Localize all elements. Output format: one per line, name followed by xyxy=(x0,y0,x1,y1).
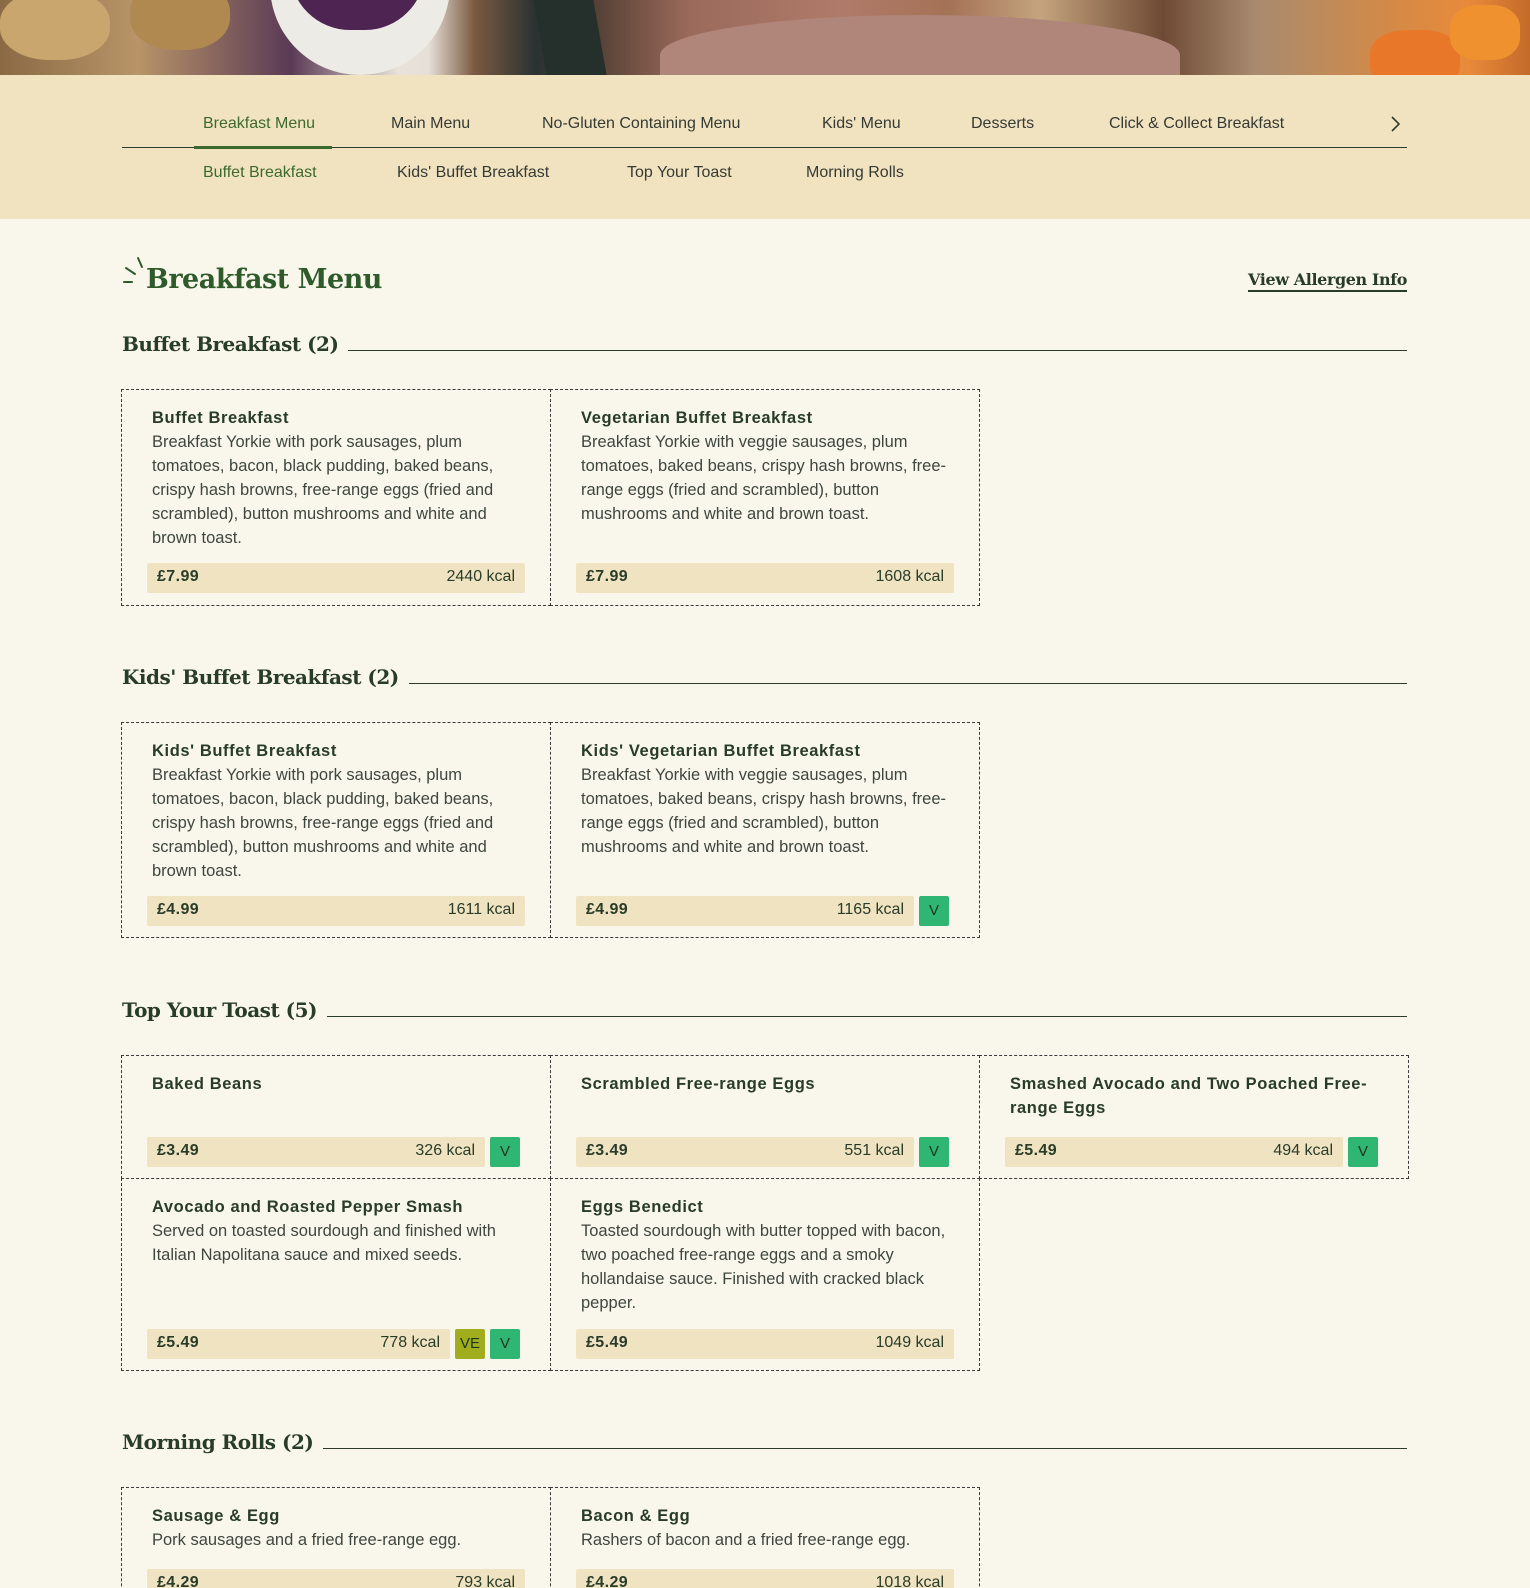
item-calories: 1165 kcal xyxy=(836,901,904,918)
vegetarian-badge: V xyxy=(490,1329,520,1359)
subnav-item-buffet-breakfast[interactable]: Buffet Breakfast xyxy=(203,164,317,181)
item-calories: 1611 kcal xyxy=(447,901,515,918)
price-bar xyxy=(576,1137,914,1167)
item-name: Kids' Buffet Breakfast xyxy=(152,742,337,760)
section-title: Top Your Toast (5) xyxy=(122,998,327,1022)
hero-food-shape xyxy=(130,0,230,50)
price-bar xyxy=(576,1329,954,1359)
section-title: Kids' Buffet Breakfast (2) xyxy=(122,665,409,689)
section-heading xyxy=(122,998,1407,1028)
view-allergen-info-link[interactable]: View Allergen Info xyxy=(1248,270,1407,292)
item-description: Pork sausages and a fried free-range egg. xyxy=(152,1531,462,1549)
subnav-item-top-your-toast[interactable]: Top Your Toast xyxy=(627,164,732,181)
price-bar xyxy=(147,1569,525,1588)
item-name: Buffet Breakfast xyxy=(152,409,290,427)
item-price: £4.99 xyxy=(157,901,200,918)
primary-nav-bar xyxy=(122,75,1407,148)
item-description: Breakfast Yorkie with veggie sausages, plum tomatoes, baked beans, crispy hash browns, free-range eggs (fried and scrambled), button mushrooms and white and brown toast. xyxy=(581,766,947,856)
item-calories: 778 kcal xyxy=(380,1334,440,1351)
price-bar xyxy=(1005,1137,1343,1167)
price-bar xyxy=(576,563,954,593)
vegetarian-badge: V xyxy=(919,1137,949,1167)
vegan-badge: VE xyxy=(455,1329,485,1359)
menu-item-card[interactable] xyxy=(121,1487,551,1588)
nav-item-main-menu[interactable]: Main Menu xyxy=(391,115,471,132)
item-description: Served on toasted sourdough and finished with Italian Napolitana sauce and mixed seeds. xyxy=(152,1222,496,1264)
item-description: Toasted sourdough with butter topped with bacon, two poached free-range eggs and a smoky hollandaise sauce. Finished with cracked black pepper. xyxy=(581,1222,946,1312)
vegetarian-badge: V xyxy=(919,896,949,926)
item-description: Breakfast Yorkie with veggie sausages, plum tomatoes, baked beans, crispy hash browns, free-range eggs (fried and scrambled), button mushrooms and white and brown toast. xyxy=(581,433,947,523)
chevron-right-icon[interactable] xyxy=(1386,112,1404,136)
hero-image xyxy=(0,0,1530,75)
price-bar xyxy=(147,1329,450,1359)
item-name: Sausage & Egg xyxy=(152,1507,280,1525)
item-name: Kids' Vegetarian Buffet Breakfast xyxy=(581,742,861,760)
hero-food-shape xyxy=(0,0,110,60)
section-title: Morning Rolls (2) xyxy=(122,1430,323,1454)
item-name: Vegetarian Buffet Breakfast xyxy=(581,409,813,427)
subnav-item-kids-buffet-breakfast[interactable]: Kids' Buffet Breakfast xyxy=(397,164,550,181)
item-name: Smashed Avocado and Two Poached Free-range Eggs xyxy=(1010,1075,1368,1117)
item-price: £5.49 xyxy=(157,1334,200,1351)
section-heading xyxy=(122,665,1407,695)
item-calories: 2440 kcal xyxy=(446,568,515,585)
menu-item-card[interactable] xyxy=(979,1055,1409,1179)
nav-item-desserts[interactable]: Desserts xyxy=(971,115,1035,132)
item-price: £4.99 xyxy=(586,901,629,918)
item-description: Rashers of bacon and a fried free-range egg. xyxy=(581,1531,911,1549)
section-title: Buffet Breakfast (2) xyxy=(122,332,348,356)
item-price: £7.99 xyxy=(586,568,629,585)
item-calories: 1608 kcal xyxy=(875,568,944,585)
hero-knife-shape xyxy=(533,0,606,75)
menu-item-card[interactable] xyxy=(550,722,980,938)
item-price: £3.49 xyxy=(586,1142,629,1159)
hero-food-shape xyxy=(1370,30,1460,75)
price-bar xyxy=(147,896,525,926)
vegetarian-badge: V xyxy=(1348,1137,1378,1167)
subnav-item-morning-rolls[interactable]: Morning Rolls xyxy=(806,164,904,181)
menu-item-card[interactable] xyxy=(121,722,551,938)
item-calories: 551 kcal xyxy=(844,1142,904,1159)
nav-item-click-collect[interactable]: Click & Collect Breakfast xyxy=(1109,115,1285,132)
menu-item-card[interactable] xyxy=(550,1178,980,1371)
item-calories: 494 kcal xyxy=(1273,1142,1333,1159)
menu-item-card[interactable] xyxy=(550,1055,980,1179)
section-heading xyxy=(122,332,1407,362)
menu-item-card[interactable] xyxy=(550,1487,980,1588)
item-calories: 793 kcal xyxy=(455,1574,515,1588)
section-heading xyxy=(122,1430,1407,1460)
nav-item-no-gluten-menu[interactable]: No-Gluten Containing Menu xyxy=(542,115,741,132)
price-bar xyxy=(147,1137,485,1167)
hero-meat-shape xyxy=(660,15,1180,75)
nav-item-kids-menu[interactable]: Kids' Menu xyxy=(822,115,901,132)
page-title: Breakfast Menu xyxy=(146,264,382,295)
item-description: Breakfast Yorkie with pork sausages, plum tomatoes, bacon, black pudding, baked beans, crispy hash browns, free-range eggs (fried and scrambled), button mushrooms and white and brown toast. xyxy=(152,433,494,547)
item-calories: 326 kcal xyxy=(415,1142,475,1159)
price-bar xyxy=(576,1569,954,1588)
sparkle-icon xyxy=(122,256,148,288)
item-name: Baked Beans xyxy=(152,1075,263,1093)
item-price: £7.99 xyxy=(157,568,200,585)
item-calories: 1018 kcal xyxy=(875,1574,944,1588)
item-name: Scrambled Free-range Eggs xyxy=(581,1075,816,1093)
item-name: Avocado and Roasted Pepper Smash xyxy=(152,1198,464,1216)
item-description: Breakfast Yorkie with pork sausages, plum tomatoes, bacon, black pudding, baked beans, crispy hash browns, free-range eggs (fried and scrambled), button mushrooms and white and brown toast. xyxy=(152,766,494,880)
item-price: £4.29 xyxy=(586,1574,629,1588)
item-calories: 1049 kcal xyxy=(875,1334,944,1351)
item-price: £5.49 xyxy=(586,1334,629,1351)
hero-food-shape xyxy=(1450,5,1520,60)
menu-item-card[interactable] xyxy=(121,389,551,606)
vegetarian-badge: V xyxy=(490,1137,520,1167)
item-price: £4.29 xyxy=(157,1574,200,1588)
item-price: £3.49 xyxy=(157,1142,200,1159)
menu-item-card[interactable] xyxy=(121,1055,551,1179)
item-name: Eggs Benedict xyxy=(581,1198,704,1216)
item-name: Bacon & Egg xyxy=(581,1507,691,1525)
active-nav-indicator xyxy=(194,146,332,149)
item-price: £5.49 xyxy=(1015,1142,1058,1159)
menu-item-card[interactable] xyxy=(550,389,980,606)
nav-item-breakfast-menu[interactable]: Breakfast Menu xyxy=(203,115,316,132)
menu-item-card[interactable] xyxy=(121,1178,551,1371)
price-bar xyxy=(147,563,525,593)
price-bar xyxy=(576,896,914,926)
